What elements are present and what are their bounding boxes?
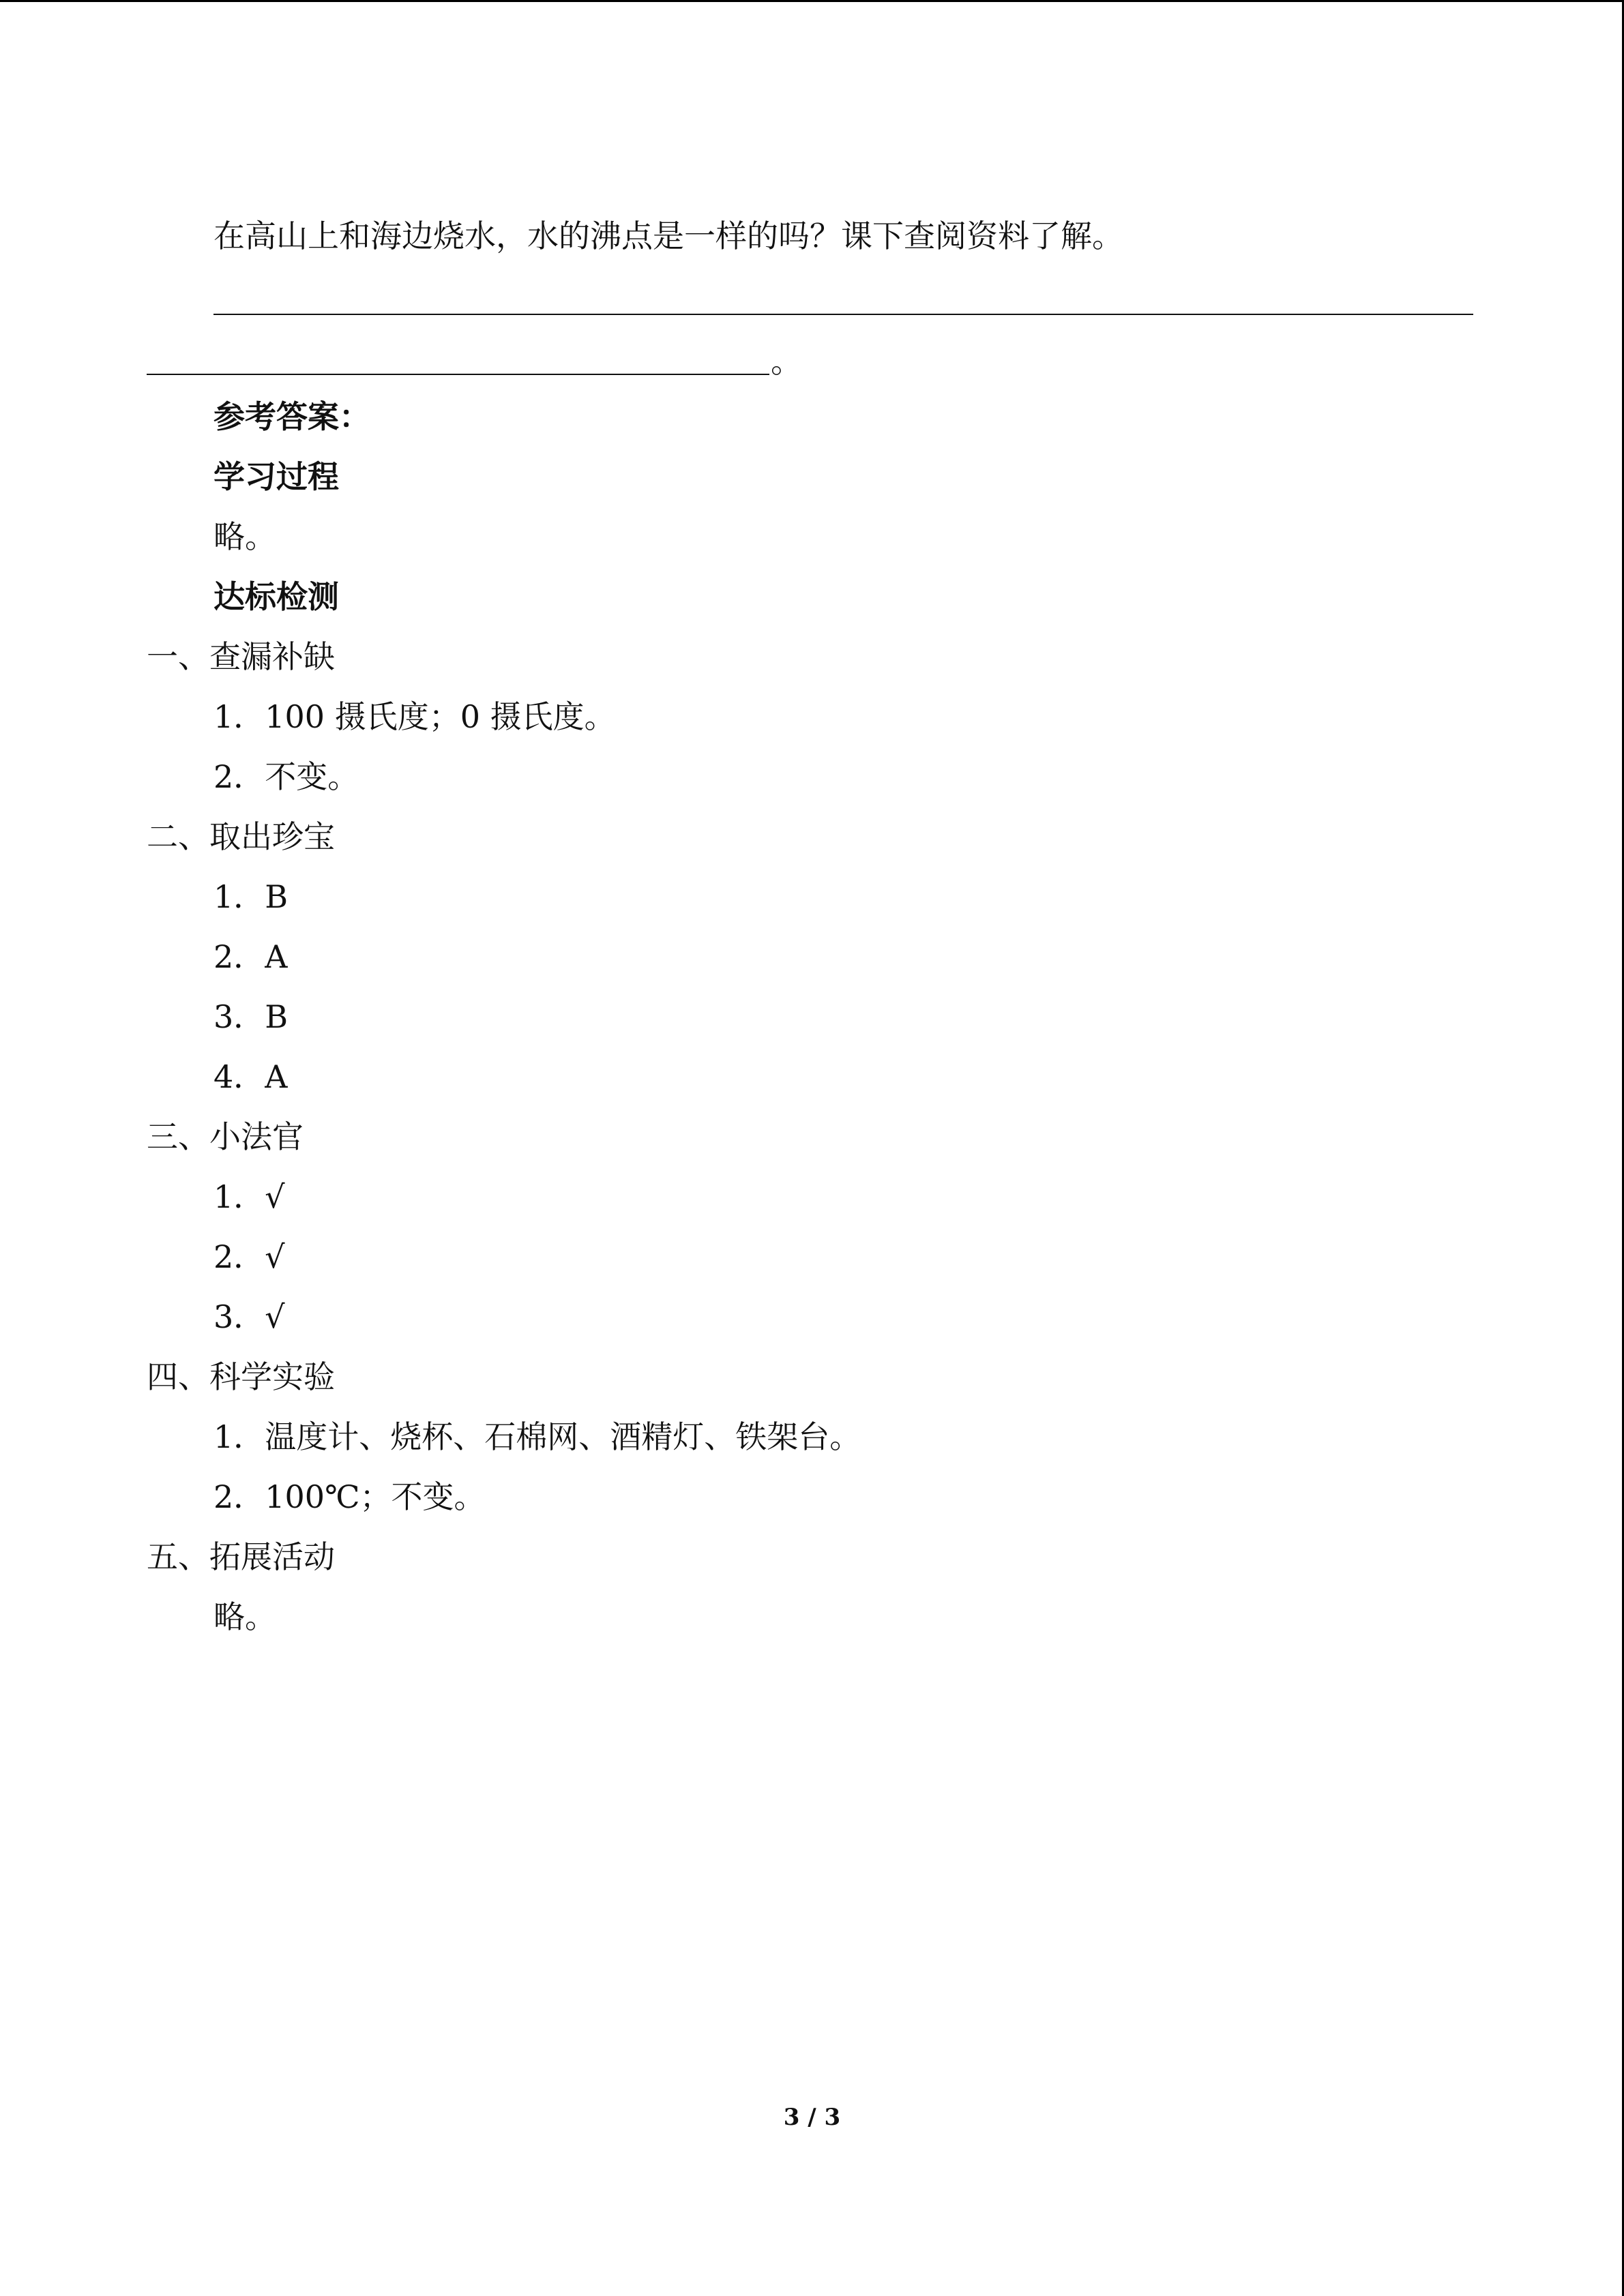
answer-blank-line-2 <box>147 374 769 375</box>
answer-item: 1．温度计、烧杯、石棉网、酒精灯、铁架台。 <box>213 1418 861 1455</box>
answer-item: 略。 <box>213 1598 276 1635</box>
process-text: 略。 <box>213 518 276 555</box>
section-title: 一、查漏补缺 <box>147 638 335 675</box>
answer-item: 3．√ <box>213 1298 285 1335</box>
page-border-top <box>0 0 1624 2</box>
answer-item: 2．A <box>213 938 288 975</box>
answer-item: 1．√ <box>213 1178 285 1215</box>
section-title: 三、小法官 <box>147 1118 304 1155</box>
test-heading: 达标检测 <box>213 578 339 615</box>
process-heading: 学习过程 <box>213 458 339 495</box>
page-number: 3 / 3 <box>783 2104 841 2131</box>
section-title: 四、科学实验 <box>147 1358 335 1395</box>
answer-item: 3．B <box>213 998 289 1035</box>
section-title: 二、取出珍宝 <box>147 818 335 855</box>
answers-heading: 参考答案： <box>213 398 370 435</box>
answer-blank-line-1 <box>213 314 1473 315</box>
answer-item: 2．100℃；不变。 <box>213 1478 486 1515</box>
answer-item: 4．A <box>213 1058 288 1095</box>
question-end-mark: 。 <box>771 343 802 380</box>
answer-item: 2．不变。 <box>213 758 359 795</box>
answer-item: 1．B <box>213 878 289 915</box>
answer-item: 2．√ <box>213 1238 285 1275</box>
answer-item: 1．100 摄氏度；0 摄氏度。 <box>213 698 616 735</box>
section-title: 五、拓展活动 <box>147 1538 335 1575</box>
question-text: 在高山上和海边烧水，水的沸点是一样的吗？课下查阅资料了解。 <box>213 218 1123 254</box>
